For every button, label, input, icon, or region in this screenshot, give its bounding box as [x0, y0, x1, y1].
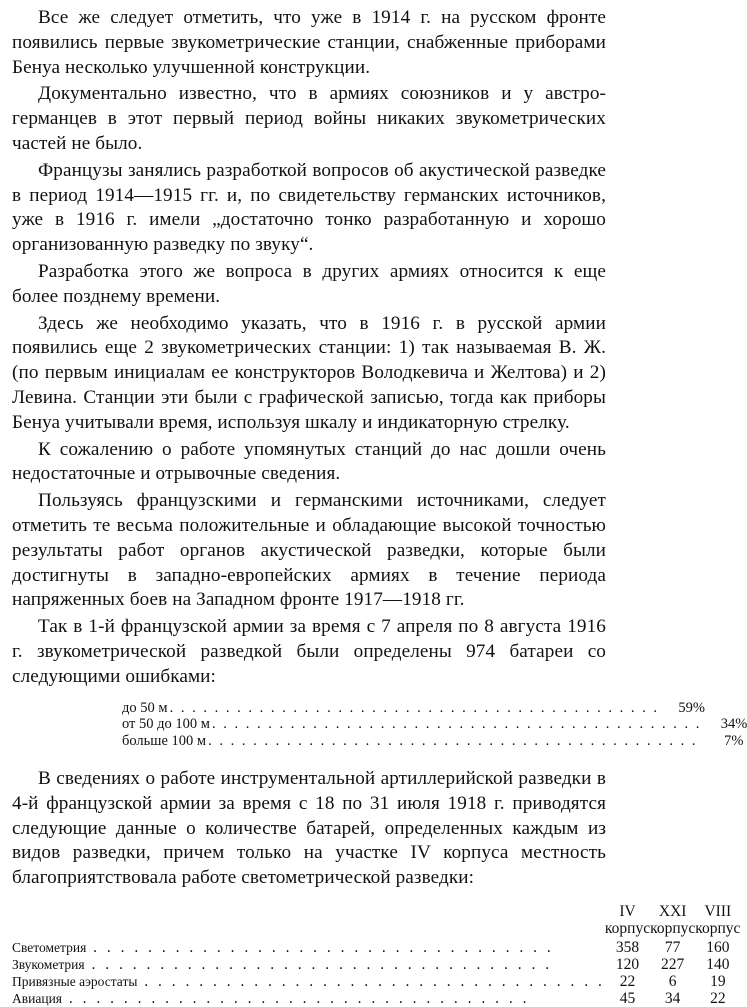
table-header: IV корпус: [604, 903, 651, 937]
table-header: VIII корпус: [695, 903, 741, 937]
error-value: 59%: [678, 699, 705, 716]
paragraph: Документально известно, что в армиях союзников и у австро-германцев в этот первый период войны никаких звукометрических частей не было.: [12, 83, 606, 154]
table-cell: 22: [619, 973, 636, 990]
table-header-spacer: [12, 903, 605, 939]
error-row: [122, 699, 705, 717]
table-row: [12, 973, 740, 990]
row-label-cell: [12, 956, 605, 973]
error-label: от 50 до 100 м: [122, 716, 210, 733]
table-row: [12, 956, 740, 973]
error-value: 34%: [720, 716, 747, 733]
leader-dots: [137, 973, 605, 990]
error-label: больше 100 м: [122, 732, 207, 749]
table-cell: 77: [664, 939, 681, 956]
leader-dots: [62, 990, 530, 1007]
paragraph: Пользуясь французскими и германскими источниками, следует отметить те весьма положительные и обладающие высокой точностью результаты работ органов акустической разведки, которые были достигнуты в западно-европейских армиях в течение периода напряженных боев на Западном фронте 1917—1918 гг.: [12, 490, 606, 611]
table-cell: 160: [706, 939, 730, 956]
row-label: Светометрия: [12, 940, 87, 955]
leader-dots: [210, 716, 703, 733]
table-cell: 34: [664, 990, 681, 1007]
table-cell: 120: [615, 956, 640, 973]
error-value: 7%: [724, 732, 744, 749]
paragraph: К сожалению о работе упомянутых станций до нас дошли очень недостаточные и отрывочные сведения.: [12, 438, 606, 485]
table-cell: 227: [661, 956, 685, 973]
paragraph: В сведениях о работе инструментальной артиллерийской разведки в 4-й французской армии за время с 18 по 31 июля 1918 г. приводятся следующие данные о количестве батарей, определенных каждым из видов разведки, причем только на участке IV корпуса местность благоприятствовала работе светометрической разведки:: [12, 768, 606, 889]
table-header: XXI корпус: [650, 903, 696, 937]
table-row: [12, 990, 740, 1007]
table-cell: 140: [706, 956, 730, 973]
spacer: [12, 749, 606, 767]
paragraph: Разработка этого же вопроса в других армиях относится к еще более позднему времени.: [12, 260, 606, 307]
table-cell: 22: [710, 990, 726, 1007]
error-label: до 50 м: [122, 699, 168, 716]
row-label-cell: [12, 990, 605, 1007]
leader-dots: [85, 956, 553, 973]
leader-dots: [86, 939, 554, 956]
error-row: [122, 716, 747, 733]
row-label: Привязные аэростаты: [12, 974, 138, 989]
table-cell: 6: [668, 973, 677, 990]
row-label-cell: [12, 973, 605, 990]
table-cell: 19: [710, 973, 726, 990]
paragraph: Здесь же необходимо указать, что в 1916 г. в русской армии появились еще 2 звукометрических станции: 1) так называемая В. Ж. (по первым инициалам ее конструкторов Володкевича и Желтова) и 2) Левина. Станции эти были с графической записью, тогда как приборы Бенуа учитывали время, используя шкалу и индикаторную стрелку.: [12, 312, 606, 433]
table-cell: 45: [619, 990, 636, 1007]
leader-dots: [168, 700, 661, 717]
error-list: [122, 699, 747, 750]
leader-dots: [206, 733, 699, 750]
row-label: Звукометрия: [12, 957, 85, 972]
table-header-row: [12, 903, 740, 939]
row-label-cell: [12, 939, 605, 956]
row-label: Авиация: [12, 991, 62, 1006]
table-row: [12, 939, 740, 956]
paragraph: Так в 1-й французской армии за время с 7 апреля по 8 августа 1916 г. звукометрической разведкой были определены 974 батареи со следующими ошибками:: [12, 616, 606, 687]
paragraph: Все же следует отметить, что уже в 1914 г. на русском фронте появились первые звукометрические станции, снабженные приборами Бенуа несколько улучшенной конструкции.: [12, 7, 606, 78]
error-row: [122, 732, 744, 750]
table-cell: 358: [615, 939, 640, 956]
stats-table: [12, 903, 740, 1007]
paragraph: Французы занялись разработкой вопросов об акустической разведке в период 1914—1915 гг. и, по свидетельству германских источников, уже в 1916 г. имели „достаточно тонко разработанную и хорошо организованную разведку по звуку“.: [12, 159, 606, 256]
